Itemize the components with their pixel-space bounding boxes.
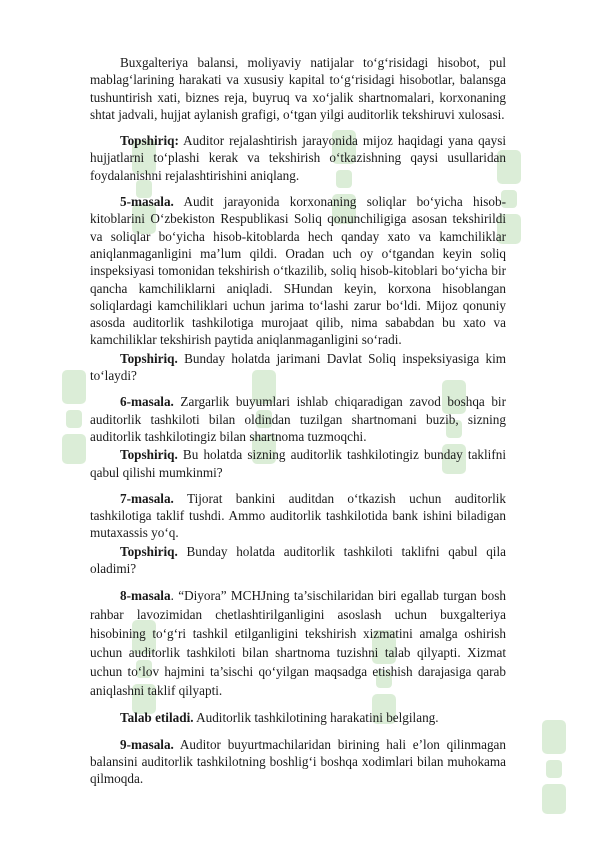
- paragraph-problem-6: 6-masala. Zargarlik buyumlari ishlab chiqaradigan zavod boshqa bir auditorlik tashkiloti bilan oldindan tuzilgan shartnomani buzib, sizning auditorlik tashkilotingiz bilan shartnoma tuzmoqchi.: [90, 394, 506, 444]
- problem-label: 8-masala: [120, 588, 171, 604]
- paragraph-problem-8: 8-masala. “Diyora” MCHJning ta’sischilaridan biri egallab turgan bosh rahbar lavozimidan chetlashtirilganligini asoslash uchun buxgalteriya hisobining to‘g‘ri tashkil etilganligini tekshirish xizmatini amalga oshirish uchun auditorlik tashkiloti bilan shartnoma tuzishni talab qilyapti. Xizmat uchun to‘lov hajmini ta’sischi qo‘yilgan maqsadga etishish darajasiga qarab aniqlashni taklif qilyapti.: [90, 588, 506, 699]
- task-label: Topshiriq:: [120, 133, 179, 149]
- requirement-label: Talab etiladi.: [120, 710, 194, 726]
- paragraph-task-7: Topshiriq. Bunday holatda auditorlik tashkiloti taklifni qabul qila oladimi?: [90, 543, 506, 577]
- paragraph-task-4: Topshiriq: Auditor rejalashtirish jarayonida mijoz haqidagi yana qaysi hujjatlarni to‘plashi kerak va tekshirish o‘tkazishning qaysi usullaridan foydalanishni rejalashtirishini aniqlang.: [90, 133, 506, 183]
- task-label: Topshiriq.: [120, 350, 178, 366]
- paragraph-task-5: Topshiriq. Bunday holatda jarimani Davlat Soliq inspeksiyasiga kim to‘laydi?: [90, 350, 506, 384]
- paragraph-requirement-8: Talab etiladi. Auditorlik tashkilotining harakatini belgilang.: [120, 710, 439, 726]
- problem-label: 9-masala.: [120, 736, 174, 752]
- task-label: Topshiriq.: [120, 543, 178, 559]
- problem-label: 7-masala.: [120, 490, 174, 506]
- problem-label: 5-masala.: [120, 194, 174, 210]
- watermark-logo-icon: [540, 720, 568, 815]
- document-page: [90, 54, 506, 788]
- paragraph-problem-7: 7-masala. Tijorat bankini auditdan o‘tkazish uchun auditorlik tashkilotiga taklif tushdi. Ammo auditorlik tashkilotida bank ishini biladigan mutaxassis yo‘q.: [90, 490, 506, 541]
- watermark-logo-icon: [60, 370, 88, 465]
- paragraph-problem-5: 5-masala. Audit jarayonida korxonaning soliqlar bo‘yicha hisob-kitoblarini O‘zbekiston Respublikasi Soliq qonunchiligiga asosan tekshirildi va soliqlar bo‘yicha hisob-kitoblarda hech qanday xato va kamchiliklar aniqlanmaganligini ma’lum qildi. Oradan uch oy o‘tgandan keyin soliq inspeksiyasi tomonidan tekshirish o‘tkazilib, soliq hisob-kitoblari bo‘yicha bir qancha kamchiliklarni aniqladi. SHundan keyin, korxona hisoblangan soliqlardagi kamchiliklari uchun jarima to‘lashi zarur bo‘ldi. Mijoz qonuniy asosda auditorlik tashkilotiga murojaat qilib, nima sababdan bu xato va kamchiliklar tekshirish paytida aniqlanmaganligini so‘radi.: [90, 194, 506, 348]
- task-label: Topshiriq.: [120, 447, 178, 463]
- problem-label: 6-masala.: [120, 394, 174, 410]
- paragraph-problem-9: 9-masala. Auditor buyurtmachilaridan birining hali e’lon qilinmagan balansini auditorlik tashkilotning boshlig‘i boshqa xodimlari bilan muhokama qilmoqda.: [90, 736, 506, 787]
- paragraph-documents-list: Buxgalteriya balansi, moliyaviy natijalar to‘g‘risidagi hisobot, pul mablag‘larining harakati va xususiy kapital to‘g‘risidagi hisobotlar, balansga tushuntirish xati, biznes reja, buyruq va xo‘jalik shartnomalari, korxonaning shtat jadvali, hujjat aylanish grafigi, o‘tgan yilgi auditorlik tekshiruvi xulosasi.: [90, 55, 506, 122]
- paragraph-task-6: Topshiriq. Bu holatda sizning auditorlik tashkilotingiz bunday taklifni qabul qilishi mumkinmi?: [90, 447, 506, 480]
